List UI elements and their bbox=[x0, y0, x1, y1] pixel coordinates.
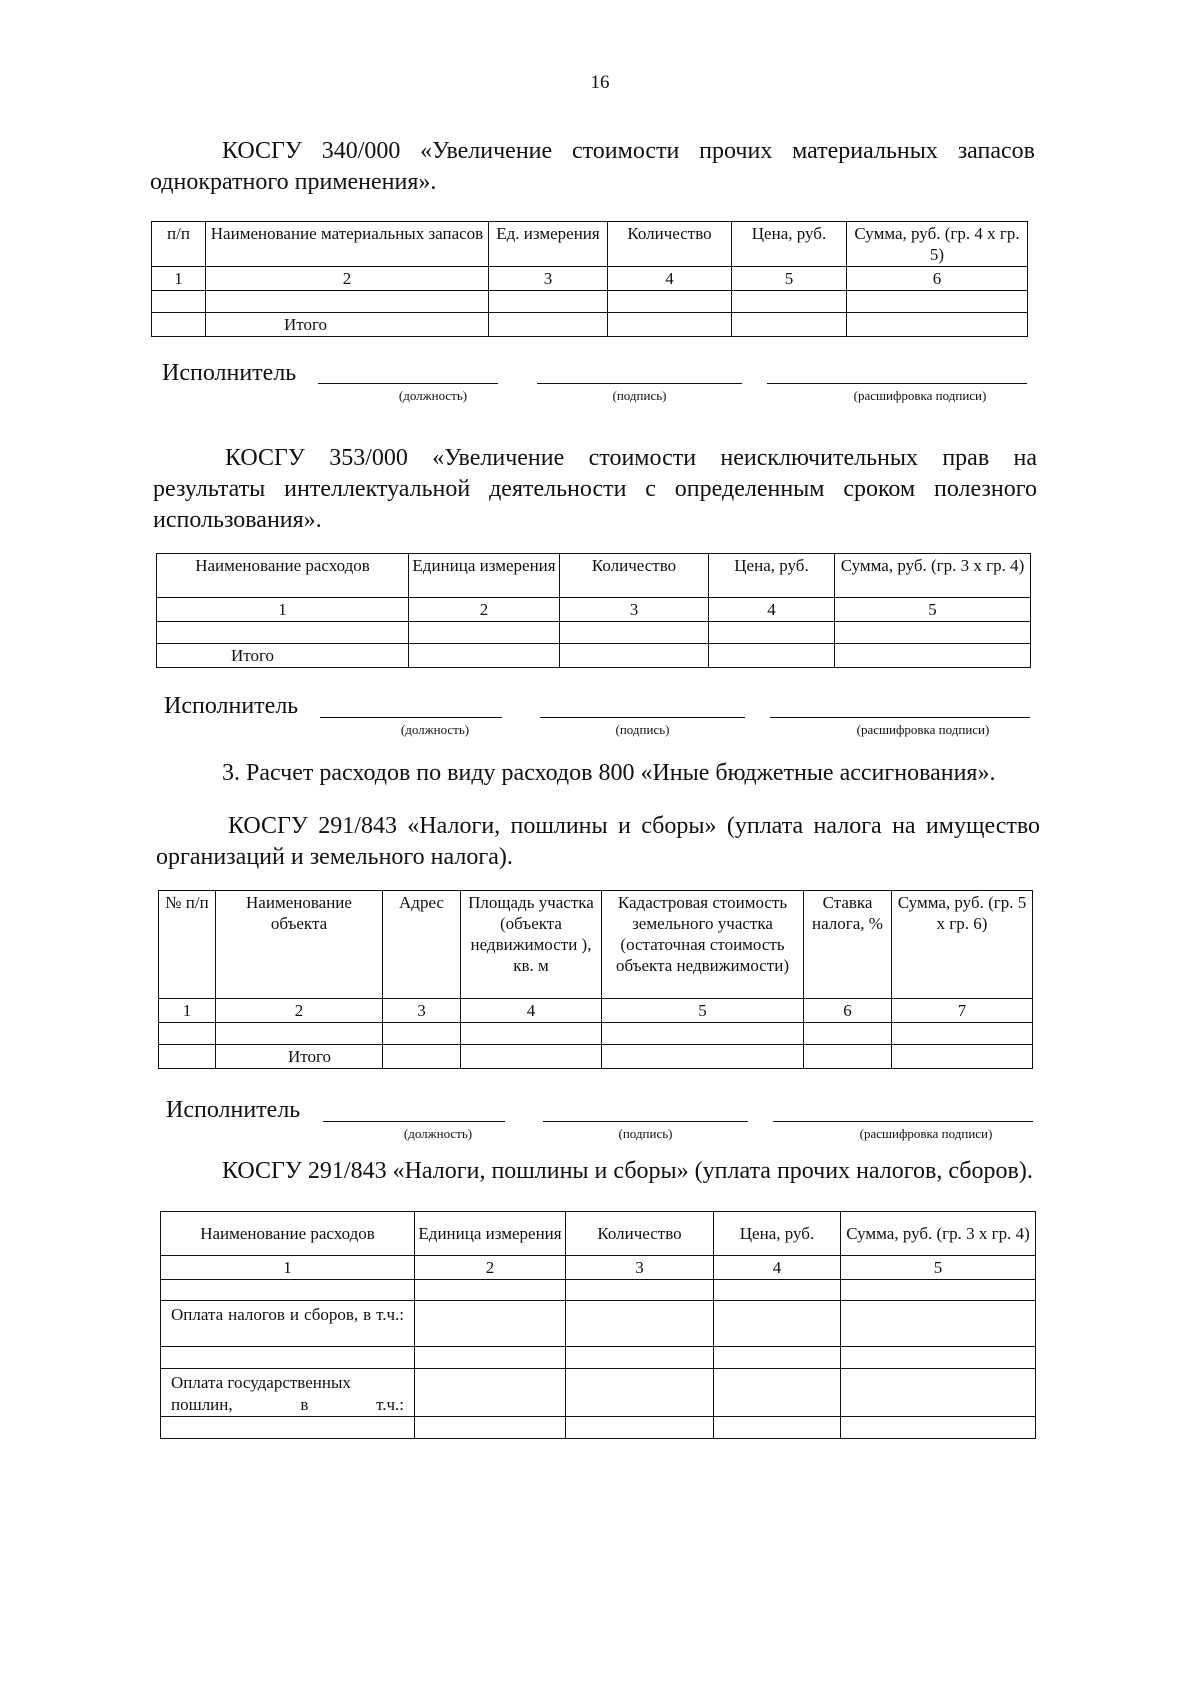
col-number: 2 bbox=[409, 598, 560, 622]
col-number: 4 bbox=[608, 267, 732, 291]
column-numbers-row bbox=[157, 598, 1031, 622]
name-line bbox=[770, 716, 1030, 718]
col-number: 7 bbox=[892, 999, 1033, 1023]
material-stocks-table bbox=[151, 221, 1028, 337]
col-number: 4 bbox=[461, 999, 602, 1023]
col-header: Ставка налога, % bbox=[804, 891, 892, 999]
col-header: Адрес bbox=[383, 891, 461, 999]
page-number: 16 bbox=[590, 72, 610, 93]
col-header: Количество bbox=[608, 222, 732, 267]
col-number: 3 bbox=[560, 598, 709, 622]
heading-line: организаций и земельного налога). bbox=[156, 844, 513, 870]
empty-row bbox=[157, 622, 1031, 644]
heading-line: КОСГУ 353/000 «Увеличение стоимости неисключительных прав на bbox=[225, 445, 1037, 471]
total-row bbox=[159, 1045, 1033, 1069]
col-header: Сумма, руб. (гр. 3 х гр. 4) bbox=[841, 1212, 1036, 1256]
signature-line bbox=[537, 382, 742, 384]
section3-sub1-heading bbox=[156, 811, 1040, 873]
column-numbers-row bbox=[152, 267, 1028, 291]
col-header: Сумма, руб. (гр. 3 х гр. 4) bbox=[835, 554, 1031, 598]
name-caption: (расшифровка подписи) bbox=[853, 388, 987, 403]
name-line bbox=[773, 1120, 1033, 1122]
col-number: 3 bbox=[383, 999, 461, 1023]
total-label: Итого bbox=[157, 644, 409, 668]
col-header: № п/п bbox=[159, 891, 216, 999]
col-number: 2 bbox=[415, 1256, 566, 1280]
position-line bbox=[323, 1120, 505, 1122]
col-header: Сумма, руб. (гр. 5 х гр. 6) bbox=[892, 891, 1033, 999]
intangible-rights-table bbox=[156, 553, 1031, 668]
col-header: Количество bbox=[566, 1212, 714, 1256]
empty-row bbox=[161, 1280, 1036, 1301]
section3-sub2-heading: КОСГУ 291/843 «Налоги, пошлины и сборы» (уплата прочих налогов, сборов). bbox=[222, 1158, 1033, 1184]
total-row bbox=[152, 313, 1028, 337]
col-header: Наименование расходов bbox=[161, 1212, 415, 1256]
col-number: 4 bbox=[709, 598, 835, 622]
col-header: Количество bbox=[560, 554, 709, 598]
position-caption: (должность) bbox=[403, 1126, 473, 1141]
col-header: Единица измерения bbox=[409, 554, 560, 598]
signature-caption: (подпись) bbox=[618, 1126, 673, 1141]
signature-caption: (подпись) bbox=[615, 722, 670, 737]
name-line bbox=[767, 382, 1027, 384]
signature-line bbox=[540, 716, 745, 718]
col-header: Наименование расходов bbox=[157, 554, 409, 598]
section2-heading bbox=[153, 443, 1037, 536]
col-header: Единица измерения bbox=[415, 1212, 566, 1256]
empty-row bbox=[159, 1023, 1033, 1045]
col-header: Цена, руб. bbox=[732, 222, 847, 267]
col-number: 3 bbox=[489, 267, 608, 291]
name-caption: (расшифровка подписи) bbox=[856, 722, 990, 737]
property-tax-table bbox=[158, 890, 1033, 1069]
heading-line: результаты интеллектуальной деятельности с определенным сроком полезного bbox=[153, 476, 1037, 502]
col-number: 2 bbox=[216, 999, 383, 1023]
col-header: Сумма, руб. (гр. 4 х гр. 5) bbox=[847, 222, 1028, 267]
col-number: 3 bbox=[566, 1256, 714, 1280]
col-number: 5 bbox=[602, 999, 804, 1023]
position-caption: (должность) bbox=[400, 722, 470, 737]
col-number: 1 bbox=[152, 267, 206, 291]
col-number: 6 bbox=[804, 999, 892, 1023]
heading-line: однократного применения». bbox=[150, 169, 437, 195]
col-header: Площадь участка (объекта недвижимости ), кв. м bbox=[461, 891, 602, 999]
duties-row bbox=[161, 1369, 1036, 1417]
heading-line: КОСГУ 340/000 «Увеличение стоимости прочих материальных запасов bbox=[222, 138, 1035, 164]
total-row bbox=[157, 644, 1031, 668]
name-caption: (расшифровка подписи) bbox=[859, 1126, 993, 1141]
col-number: 4 bbox=[714, 1256, 841, 1280]
position-caption: (должность) bbox=[398, 388, 468, 403]
empty-row bbox=[161, 1347, 1036, 1369]
col-number: 5 bbox=[732, 267, 847, 291]
col-header: Ед. измерения bbox=[489, 222, 608, 267]
col-header: Наименование материальных запасов bbox=[206, 222, 489, 267]
col-number: 5 bbox=[841, 1256, 1036, 1280]
duties-row-label: Оплата государственных пошлин, в т.ч.: bbox=[161, 1369, 415, 1417]
other-taxes-table bbox=[160, 1211, 1036, 1439]
col-number: 6 bbox=[847, 267, 1028, 291]
column-numbers-row bbox=[159, 999, 1033, 1023]
col-number: 1 bbox=[157, 598, 409, 622]
col-number: 1 bbox=[161, 1256, 415, 1280]
executor-label: Исполнитель bbox=[162, 360, 297, 386]
total-label: Итого bbox=[216, 1045, 383, 1069]
taxes-row-label: Оплата налогов и сборов, в т.ч.: bbox=[161, 1301, 415, 1347]
empty-row bbox=[152, 291, 1028, 313]
section1-heading bbox=[150, 136, 1035, 198]
col-header: Наименование объекта bbox=[216, 891, 383, 999]
heading-line: использования». bbox=[153, 507, 322, 533]
taxes-row bbox=[161, 1301, 1036, 1347]
position-line bbox=[318, 382, 498, 384]
column-numbers-row bbox=[161, 1256, 1036, 1280]
col-header: Кадастровая стоимость земельного участка (остаточная стоимость объекта недвижимости) bbox=[602, 891, 804, 999]
col-header: п/п bbox=[152, 222, 206, 267]
total-label: Итого bbox=[206, 313, 489, 337]
col-number: 2 bbox=[206, 267, 489, 291]
position-line bbox=[320, 716, 502, 718]
signature-line bbox=[543, 1120, 748, 1122]
signature-caption: (подпись) bbox=[612, 388, 667, 403]
section3-title: 3. Расчет расходов по виду расходов 800 «Иные бюджетные ассигнования». bbox=[222, 760, 996, 786]
heading-line: КОСГУ 291/843 «Налоги, пошлины и сборы» (уплата налога на имущество bbox=[228, 813, 1040, 839]
col-header: Цена, руб. bbox=[709, 554, 835, 598]
empty-row bbox=[161, 1417, 1036, 1439]
executor-label: Исполнитель bbox=[166, 1097, 301, 1123]
executor-label: Исполнитель bbox=[164, 693, 299, 719]
col-number: 5 bbox=[835, 598, 1031, 622]
col-header: Цена, руб. bbox=[714, 1212, 841, 1256]
col-number: 1 bbox=[159, 999, 216, 1023]
